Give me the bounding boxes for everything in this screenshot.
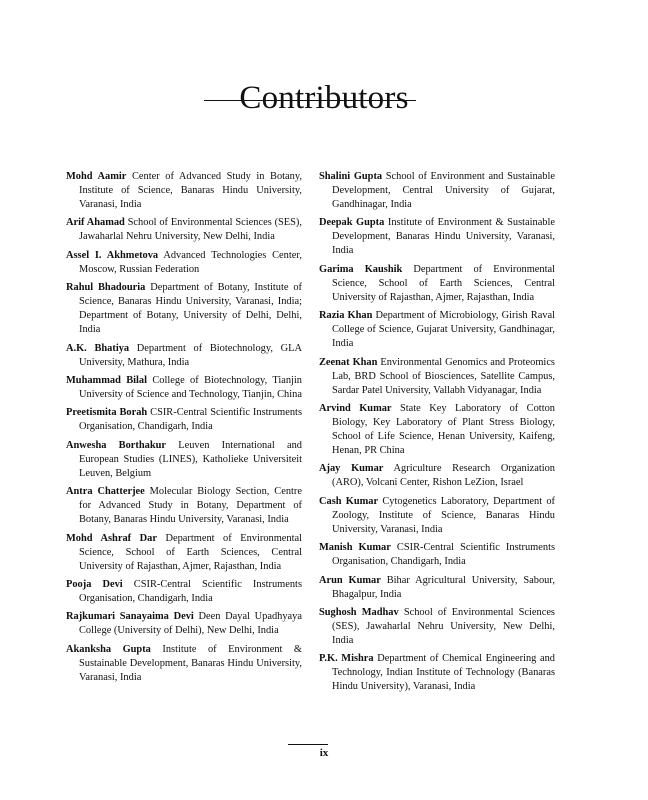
contributor-name: Mohd Ashraf Dar	[66, 532, 157, 544]
contributor-name: Assel I. Akhmetova	[66, 249, 159, 261]
contributor-affiliation: Department of Environmental Science, School of Earth Sciences, Central University of Rajasthan, Ajmer, Rajasthan, India	[79, 532, 302, 572]
contributor-entry	[66, 281, 302, 337]
contributor-affiliation: Agriculture Research Organization (ARO), Volcani Center, Rishon LeZion, Israel	[332, 463, 555, 489]
contributor-affiliation: School of Environment and Sustainable Development, Central University of Gujarat, Gandhinagar, India	[332, 171, 555, 210]
contributor-entry	[319, 263, 555, 305]
contributor-entry	[66, 216, 302, 244]
contributor-affiliation: Molecular Biology Section, Centre for Advanced Study in Botany, Department of Botany, Banaras Hindu University, Varanasi, India	[79, 486, 302, 526]
contributor-name: Ajay Kumar	[319, 463, 384, 475]
contributor-name: Mohd Aamir	[66, 171, 127, 182]
contributor-affiliation: Bihar Agricultural University, Sabour, Bhagalpur, India	[332, 574, 555, 600]
contributor-entry	[319, 170, 555, 212]
contributor-affiliation: School of Environmental Sciences (SES), Jawaharlal Nehru University, New Delhi, India	[332, 606, 555, 646]
contributor-entry	[319, 402, 555, 458]
contributor-name: Deepak Gupta	[319, 217, 385, 229]
contributor-entry	[66, 578, 302, 606]
contributor-name: Shalini Gupta	[319, 171, 383, 182]
contributor-entry	[319, 652, 555, 694]
contributor-name: Pooja Devi	[66, 578, 123, 590]
contributor-entry	[319, 495, 555, 537]
contributor-name: A.K. Bhatiya	[66, 342, 130, 354]
contributor-entry	[319, 541, 555, 569]
contributor-entry	[66, 439, 302, 481]
contributor-affiliation: CSIR-Central Scientific Instruments Organisation, Chandigarh, India	[79, 578, 302, 604]
contributor-name: Anwesha Borthakur	[66, 439, 166, 451]
contributor-name: Akanksha Gupta	[66, 643, 151, 655]
contributor-name: Arvind Kumar	[319, 402, 392, 414]
contributor-affiliation: College of Biotechnology, Tianjin University of Science and Technology, Tianjin, China	[79, 374, 302, 400]
contributor-affiliation: Advanced Technologies Center, Moscow, Russian Federation	[79, 249, 302, 275]
contributor-affiliation: Deen Dayal Upadhyaya College (University of Delhi), New Delhi, India	[79, 611, 302, 637]
title-underline	[204, 100, 416, 101]
contributors-column-left	[66, 170, 302, 689]
contributors-column-right	[319, 170, 555, 699]
contributor-affiliation: Center of Advanced Study in Botany, Institute of Science, Banaras Hindu University, Varanasi, India	[79, 171, 302, 210]
contributor-entry	[66, 249, 302, 277]
contributor-name: Muhammad Bilal	[66, 374, 147, 386]
contributor-name: Rajkumari Sanayaima Devi	[66, 611, 194, 623]
contributor-entry	[319, 462, 555, 490]
contributor-entry	[66, 342, 302, 370]
contributor-name: Cash Kumar	[319, 495, 379, 507]
contributor-entry	[319, 216, 555, 258]
contributor-entry	[319, 309, 555, 351]
contributor-entry	[66, 170, 302, 212]
contributor-entry	[319, 606, 555, 648]
contributor-affiliation: Department of Chemical Engineering and Technology, Indian Institute of Technology (Banaras Hindu University), Varanasi, India	[332, 653, 555, 693]
contributor-name: Arun Kumar	[319, 574, 381, 586]
contributor-name: Manish Kumar	[319, 542, 391, 554]
contributor-affiliation: CSIR-Central Scientific Instruments Organisation, Chandigarh, India	[79, 407, 302, 433]
page-number: ix	[319, 747, 329, 759]
contributor-affiliation: School of Environmental Sciences (SES), Jawaharlal Nehru University, New Delhi, India	[79, 217, 302, 243]
contributor-affiliation: Environmental Genomics and Proteomics Lab, BRD School of Biosciences, Satellite Campus, Sardar Patel University, Vallabh Vidyanagar, India	[332, 356, 555, 396]
page-title: Contributors	[239, 80, 409, 117]
contributor-entry	[66, 406, 302, 434]
contributor-name: Preetismita Borah	[66, 407, 148, 419]
contributor-affiliation: Institute of Environment & Sustainable Development, Banaras Hindu University, Varanasi, India	[332, 217, 555, 257]
contributor-affiliation: Leuven International and European Studies (LINES), Katholieke Universiteit Leuven, Belgium	[79, 439, 302, 479]
contributor-affiliation: Cytogenetics Laboratory, Department of Zoology, Institute of Science, Banaras Hindu University, Varanasi, India	[332, 495, 556, 535]
contributor-name: Antra Chatterjee	[66, 486, 145, 498]
contributor-affiliation: CSIR-Central Scientific Instruments Organisation, Chandigarh, India	[332, 542, 555, 568]
contributor-entry	[66, 610, 302, 638]
contributor-name: Razia Khan	[319, 310, 373, 322]
contributor-affiliation: Department of Microbiology, Girish Raval College of Science, Gujarat University, Gandhinagar, India	[332, 310, 555, 350]
contributor-entry	[66, 485, 302, 527]
contributor-affiliation: Department of Environmental Science, School of Earth Sciences, Central University of Rajasthan, Ajmer, Rajasthan, India	[332, 263, 555, 303]
contributor-entry	[66, 643, 302, 685]
contributor-name: P.K. Mishra	[319, 653, 374, 665]
contributor-entry	[66, 374, 302, 402]
contributor-affiliation: State Key Laboratory of Cotton Biology, Key Laboratory of Plant Stress Biology, School of Life Science, Henan University, Kaifeng, Henan, PR China	[332, 402, 555, 456]
contributor-entry	[66, 532, 302, 574]
contributor-name: Arif Ahamad	[66, 217, 125, 229]
contributor-entry	[319, 356, 555, 398]
contributor-affiliation: Department of Botany, Institute of Science, Banaras Hindu University, Varanasi, India; Department of Botany, University of Delhi, Delhi, India	[79, 282, 302, 336]
contributor-entry	[319, 574, 555, 602]
contributor-affiliation: Institute of Environment & Sustainable Development, Banaras Hindu University, Varanasi, India	[79, 643, 302, 683]
contributor-name: Zeenat Khan	[319, 356, 378, 368]
contributor-name: Garima Kaushik	[319, 263, 403, 275]
contributor-name: Rahul Bhadouria	[66, 282, 146, 294]
footer-rule	[288, 744, 328, 745]
contributor-name: Sughosh Madhav	[319, 606, 399, 618]
contributor-affiliation: Department of Biotechnology, GLA University, Mathura, India	[79, 342, 302, 368]
